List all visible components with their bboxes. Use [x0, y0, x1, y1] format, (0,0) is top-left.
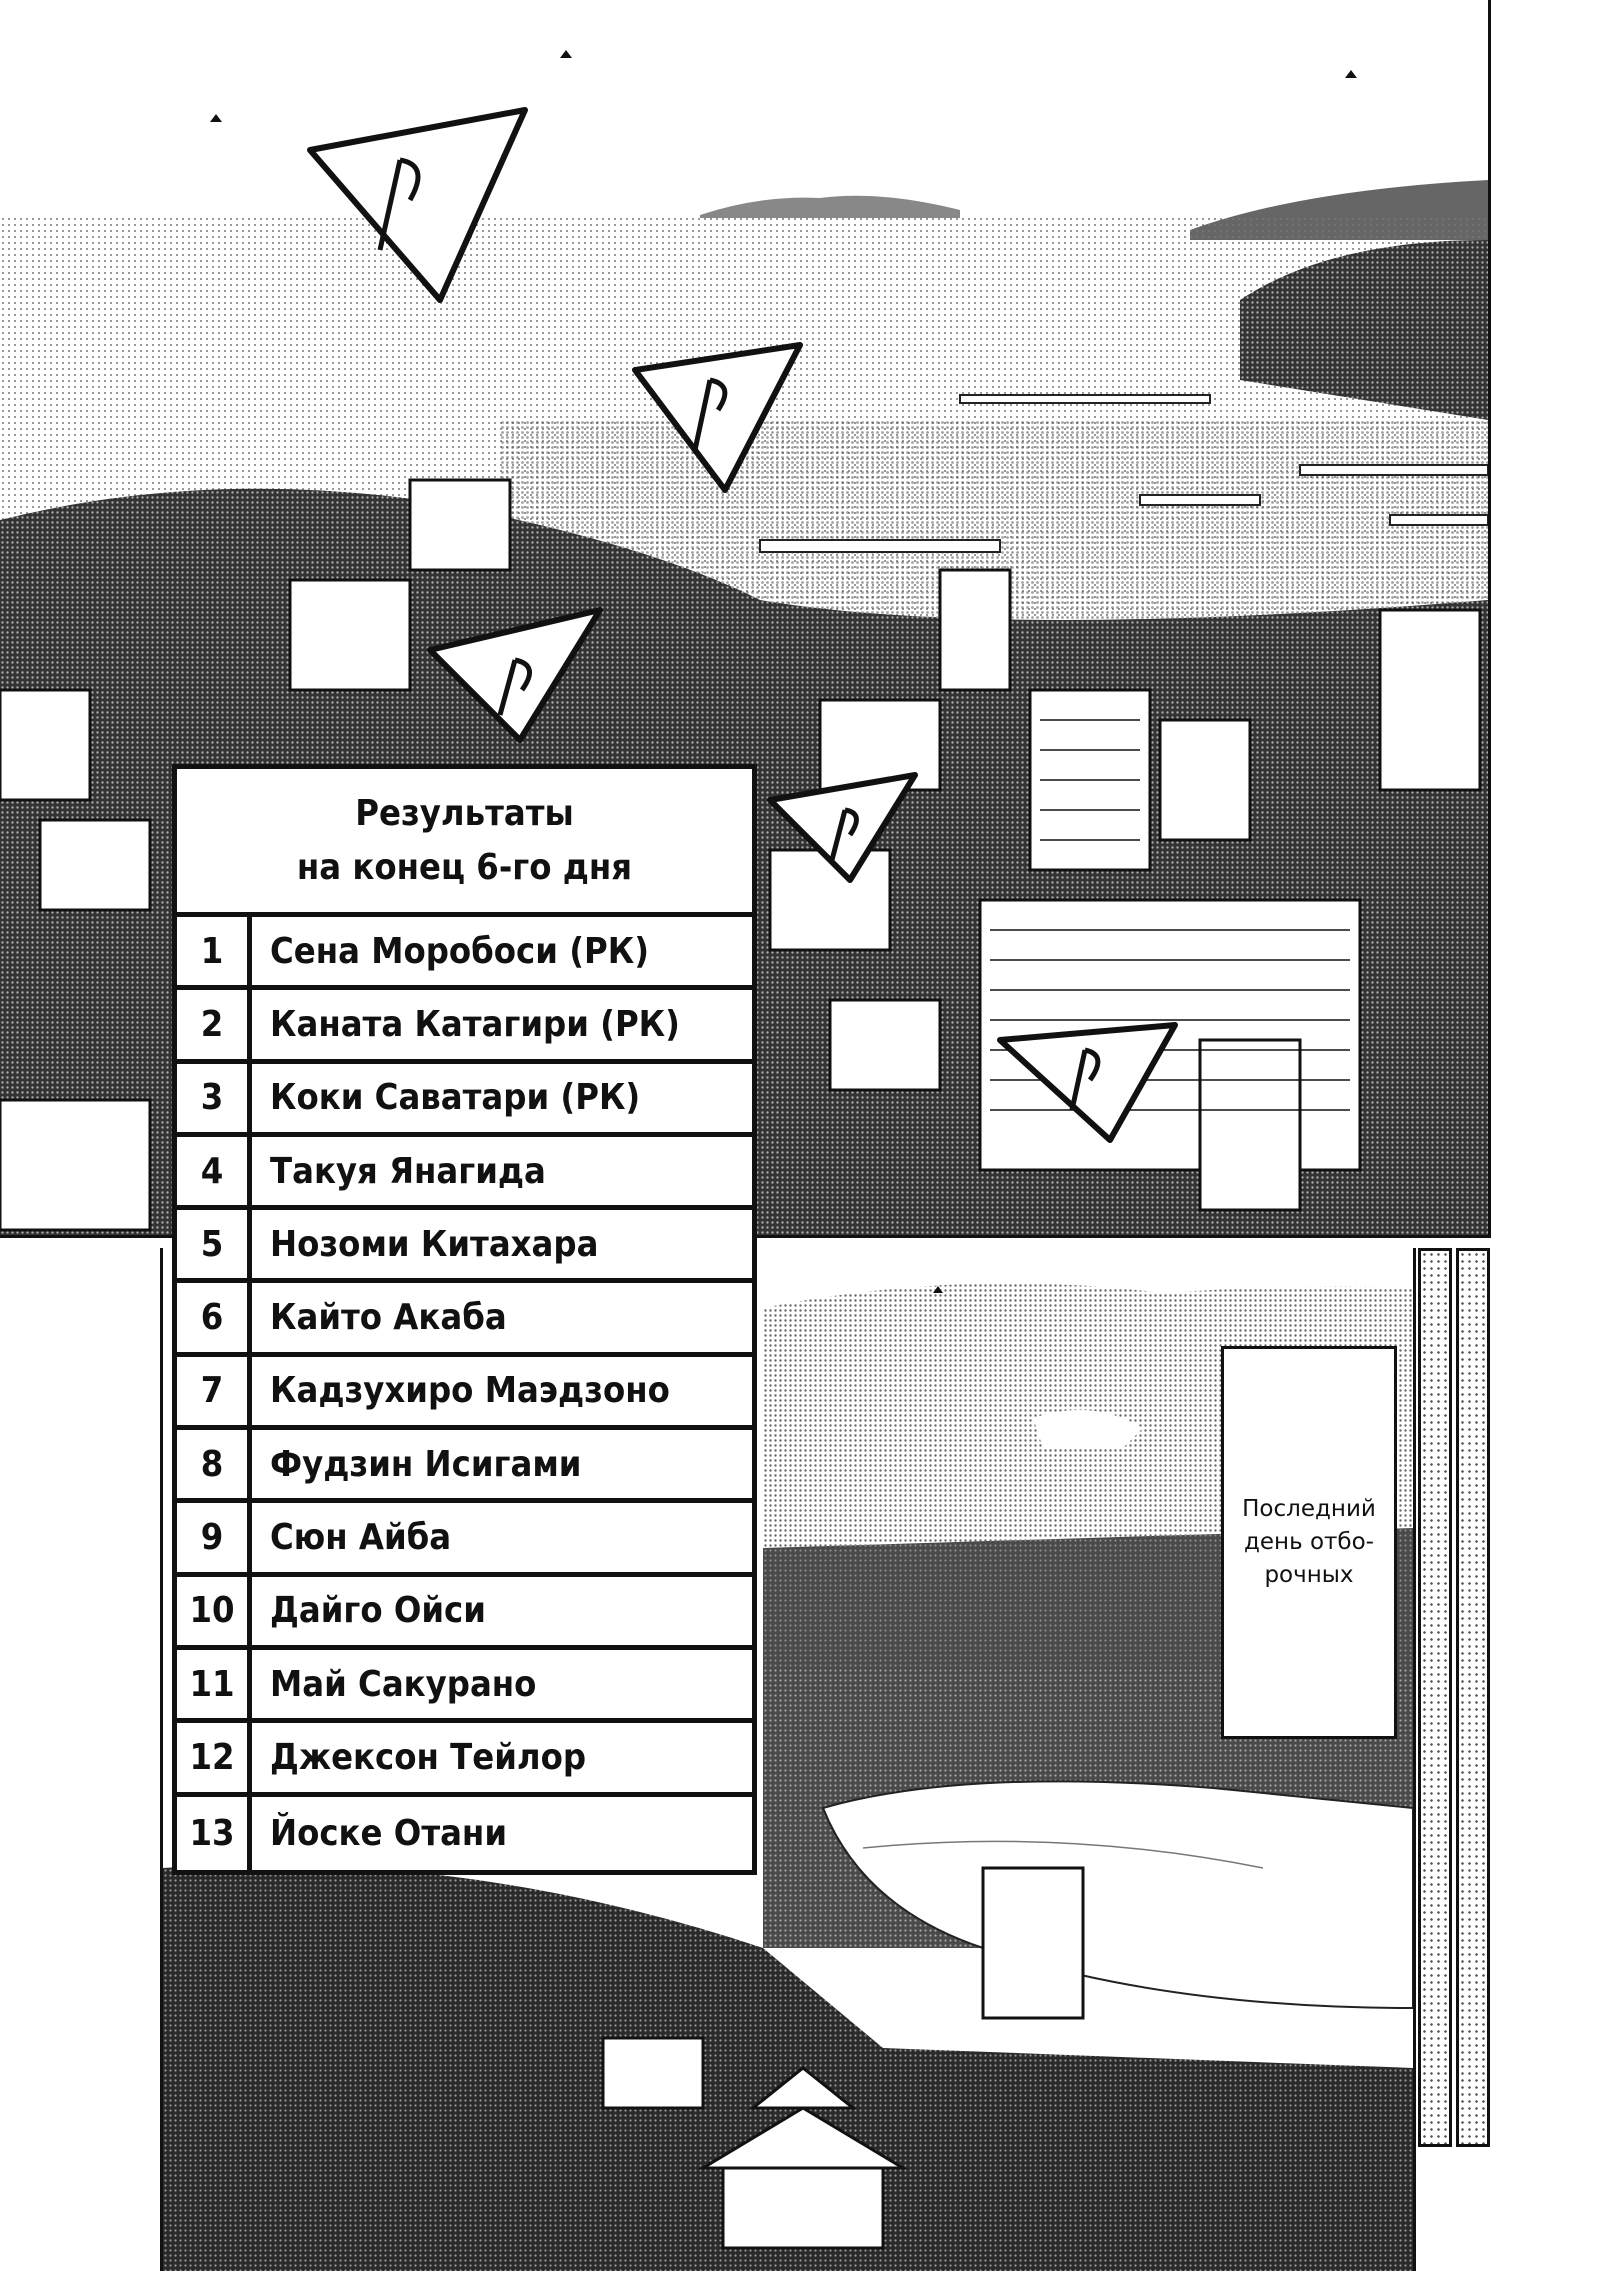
name-cell: Кайто Акаба [270, 1297, 507, 1339]
results-row [177, 1577, 752, 1650]
name-cell: Йоске Отани [270, 1812, 508, 1854]
rank-cell: 12 [177, 1723, 252, 1791]
rank-cell: 2 [177, 990, 252, 1058]
results-row [177, 1137, 752, 1210]
results-row [177, 990, 752, 1063]
results-row [177, 1064, 752, 1137]
name-cell: Сюн Айба [270, 1517, 452, 1559]
rank-cell: 11 [177, 1650, 252, 1718]
rank-cell: 8 [177, 1430, 252, 1498]
name-cell: Фудзин Исигами [270, 1443, 582, 1485]
caption-line3: рочных [1264, 1562, 1354, 1588]
results-title [177, 769, 752, 917]
results-title-line1: Результаты [355, 792, 574, 834]
name-cell: Такуя Янагида [270, 1150, 546, 1192]
results-row [177, 1797, 752, 1870]
rank-cell: 5 [177, 1210, 252, 1278]
name-cell: Май Сакурано [270, 1663, 537, 1705]
rank-cell: 1 [177, 917, 252, 985]
rank-cell: 13 [177, 1797, 252, 1870]
rank-cell: 9 [177, 1503, 252, 1571]
rank-cell: 10 [177, 1577, 252, 1645]
name-cell: Каната Катагири (РК) [270, 1003, 680, 1045]
results-row [177, 1357, 752, 1430]
caption-line2: день отбо- [1244, 1529, 1374, 1555]
results-title-line2: на конец 6-го дня [296, 846, 633, 888]
results-table [172, 764, 757, 1875]
rank-cell: 7 [177, 1357, 252, 1425]
screentone-strip [1456, 1248, 1490, 2147]
screentone-strip [1418, 1248, 1452, 2147]
caption-line1: Последний [1242, 1496, 1376, 1522]
rank-cell: 6 [177, 1283, 252, 1351]
rank-cell: 3 [177, 1064, 252, 1132]
results-row [177, 1430, 752, 1503]
results-row [177, 1210, 752, 1283]
results-row [177, 1723, 752, 1796]
name-cell: Кадзухиро Маэдзоно [270, 1370, 670, 1412]
results-row [177, 1283, 752, 1356]
results-row [177, 917, 752, 990]
results-row [177, 1503, 752, 1576]
name-cell: Дайго Ойси [270, 1590, 486, 1632]
name-cell: Нозоми Китахара [270, 1223, 599, 1265]
narration-caption [1221, 1346, 1397, 1739]
name-cell: Коки Саватари (РК) [270, 1077, 641, 1119]
name-cell: Джексон Тейлор [270, 1736, 587, 1778]
rank-cell: 4 [177, 1137, 252, 1205]
results-row [177, 1650, 752, 1723]
name-cell: Сена Моробоси (РК) [270, 930, 650, 972]
